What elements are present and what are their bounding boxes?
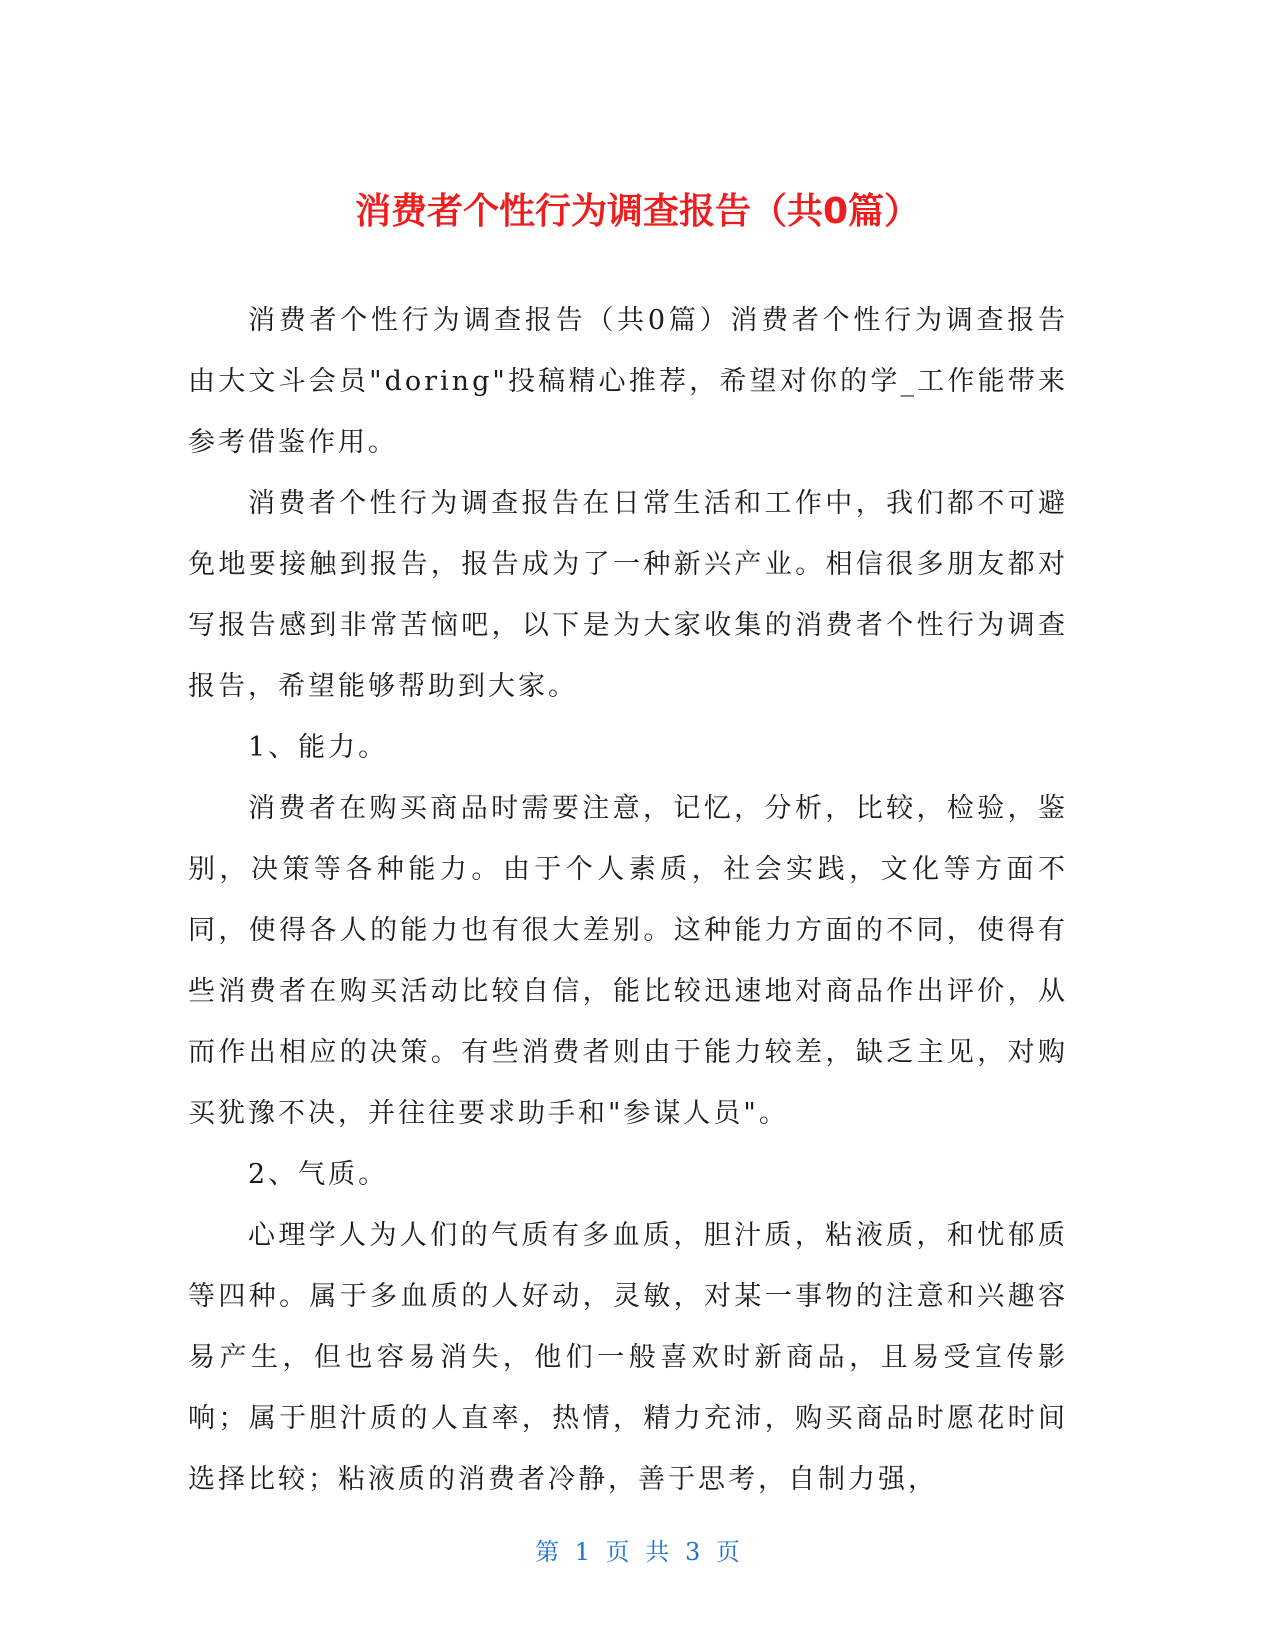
section-heading-temperament: 2、气质。 — [248, 1159, 389, 1190]
section-heading-ability: 1、能力。 — [248, 732, 389, 763]
document-title: 消费者个性行为调查报告（共0篇） — [354, 191, 921, 233]
page-number-footer: 第 1 页 共 3 页 — [535, 1538, 740, 1566]
paragraph-intro: 消费者个性行为调查报告（共0篇）消费者个性行为调查报告由大文斗会员"doring"投稿精心推荐，希望对你的学_工作能带来参考借鉴作用。 — [188, 305, 1068, 458]
paragraph-temperament: 心理学人为人们的气质有多血质，胆汁质，粘液质，和忧郁质等四种。属于多血质的人好动，灵敏，对某一事物的注意和兴趣容易产生，但也容易消失，他们一般喜欢时新商品，且易受宣传影响；属于胆汁质的人直率，热情，精力充沛，购买商品时愿花时间选择比较；粘液质的消费者冷静，善于思考，自制力强， — [188, 1220, 1068, 1495]
document-body — [188, 290, 1068, 1510]
paragraph-ability: 消费者在购买商品时需要注意，记忆，分析，比较，检验，鉴别，决策等各种能力。由于个人素质，社会实践，文化等方面不同，使得各人的能力也有很大差别。这种能力方面的不同，使得有些消费者在购买活动比较自信，能比较迅速地对商品作出评价，从而作出相应的决策。有些消费者则由于能力较差，缺乏主见，对购买犹豫不决，并往往要求助手和"参谋人员"。 — [188, 793, 1068, 1129]
paragraph-background: 消费者个性行为调查报告在日常生活和工作中，我们都不可避免地要接触到报告，报告成为了一种新兴产业。相信很多朋友都对写报告感到非常苦恼吧，以下是为大家收集的消费者个性行为调查报告，希望能够帮助到大家。 — [188, 488, 1068, 702]
